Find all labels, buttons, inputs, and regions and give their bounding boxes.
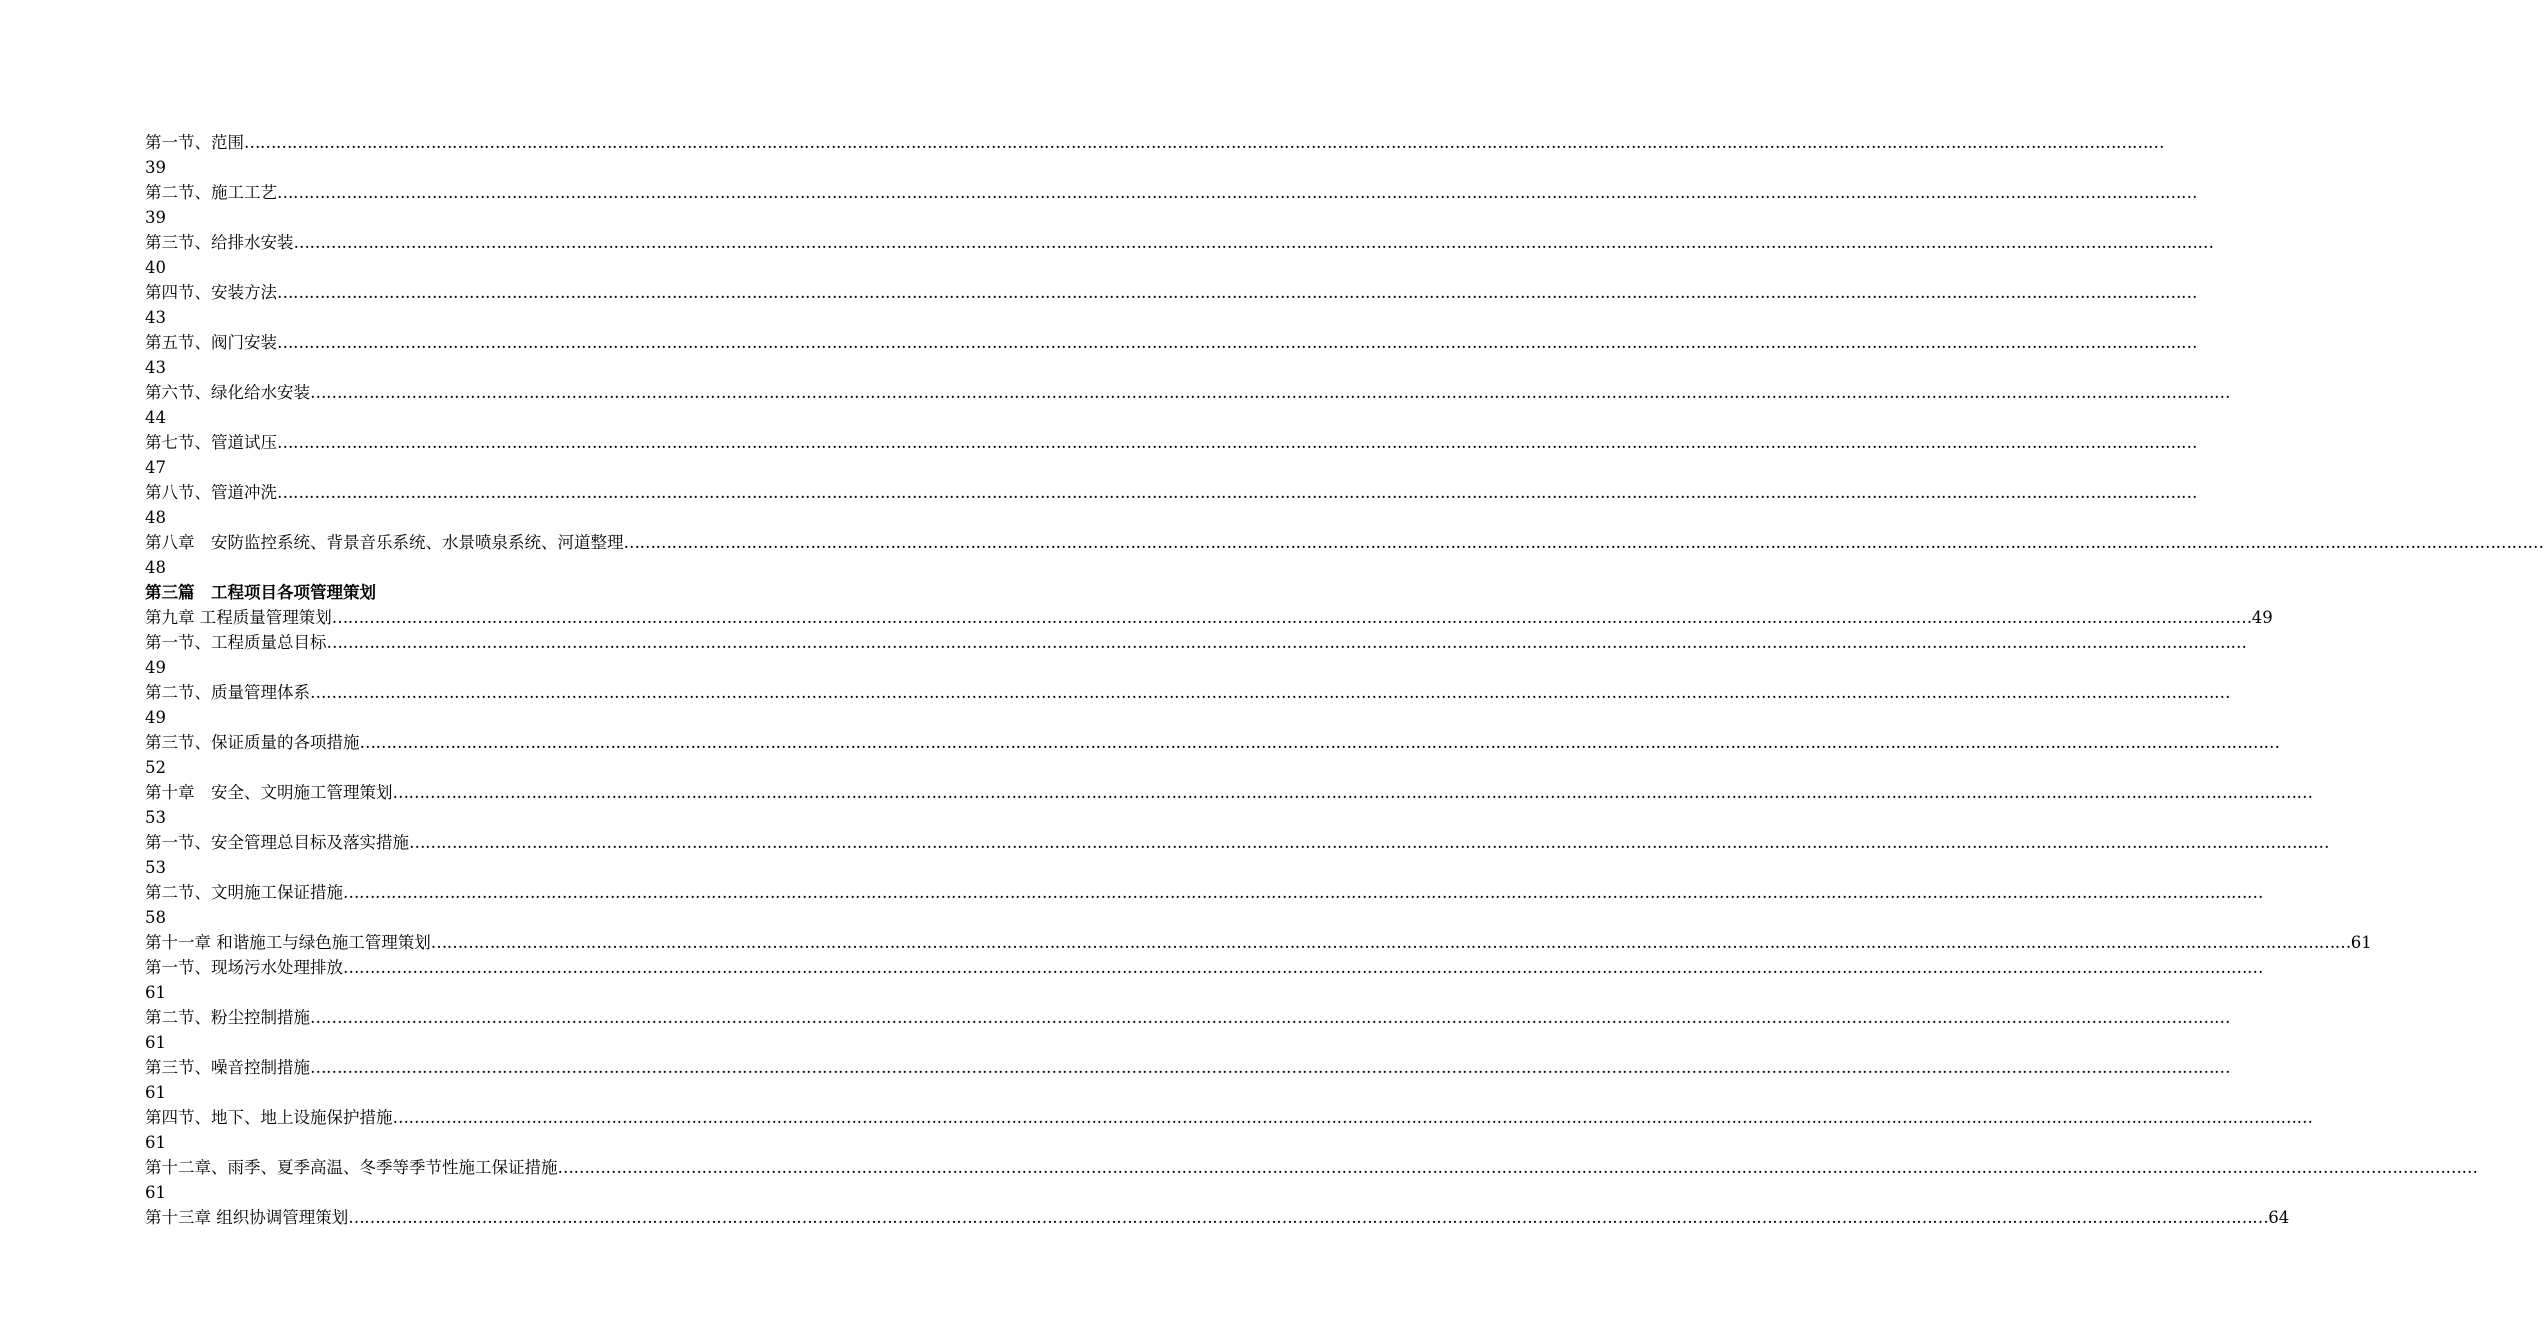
toc-page-number: 44 [145, 408, 166, 427]
toc-entry[interactable] [145, 780, 2313, 805]
toc-page-number: 49 [2251, 608, 2273, 627]
toc-leader-dots: ……………………………………………………………………………………………………………………………………………………………………………………………………………………………………………………………………………………………………………………………… [310, 683, 2230, 702]
toc-page-number: 64 [2268, 1208, 2290, 1227]
toc-entry-title: 第二节、质量管理体系 [145, 683, 310, 702]
toc-entry-title: 第二节、文明施工保证措施 [145, 883, 343, 902]
toc-entry[interactable] [145, 830, 2329, 855]
toc-leader-dots: ……………………………………………………………………………………………………………………………………………………………………………………………………………………………………………………………………………………………………………………………… [310, 1008, 2230, 1027]
toc-leader-dots: ……………………………………………………………………………………………………………………………………………………………………………………………………………………………………………………………………………………………………………………………… [343, 958, 2263, 977]
toc-page-number: 61 [145, 1133, 166, 1152]
toc-entry[interactable] [145, 130, 2164, 155]
toc-entry[interactable] [145, 730, 2280, 755]
toc-leader-dots: ……………………………………………………………………………………………………………………………………………………………………………………………………………………………………………………………………………………………………………………………… [277, 483, 2197, 502]
toc-entry-title: 第二节、粉尘控制措施 [145, 1008, 310, 1027]
toc-entry-title: 第十三章 组织协调管理策划 [145, 1208, 349, 1227]
toc-entry[interactable] [145, 280, 2197, 305]
toc-entry-title: 第一节、现场污水处理排放 [145, 958, 343, 977]
toc-entry-title: 第三节、给排水安装 [145, 233, 294, 252]
toc-entry[interactable] [145, 1105, 2313, 1130]
toc-entry-title: 第七节、管道试压 [145, 433, 277, 452]
toc-entry-title: 第二节、施工工艺 [145, 183, 277, 202]
toc-entry-title: 第四节、安装方法 [145, 283, 277, 302]
toc-leader-dots: ……………………………………………………………………………………………………………………………………………………………………………………………………………………………………………………………………………………………………………………………… [409, 833, 2329, 852]
toc-page-number: 53 [145, 808, 166, 827]
toc-page-number: 61 [2350, 933, 2372, 952]
toc-page-number: 43 [145, 308, 166, 327]
toc-leader-dots: ……………………………………………………………………………………………………………………………………………………………………………………………………………………………………………………………………………………………………………………………… [277, 183, 2197, 202]
toc-entry-title: 第三节、保证质量的各项措施 [145, 733, 360, 752]
toc-entry-title: 第一节、工程质量总目标 [145, 633, 327, 652]
toc-entry-title: 第十一章 和谐施工与绿色施工管理策划 [145, 933, 431, 952]
toc-leader-dots: ……………………………………………………………………………………………………………………………………………………………………………………………………………………………………………………………………………………………………………………………… [392, 783, 2313, 802]
toc-entry-title: 第十章 安全、文明施工管理策划 [145, 783, 393, 802]
toc-entry[interactable] [145, 180, 2197, 205]
toc-page-number: 48 [145, 558, 166, 577]
toc-page-number: 58 [145, 908, 166, 927]
toc-entry-title: 第一节、范围 [145, 133, 244, 152]
toc-leader-dots: ……………………………………………………………………………………………………………………………………………………………………………………………………………………………………………………………………………………………………………………………… [277, 433, 2197, 452]
toc-leader-dots: ……………………………………………………………………………………………………………………………………………………………………………………………………………………………………………………………………………………………………………………………… [348, 1208, 2269, 1227]
toc-page-number: 39 [145, 158, 166, 177]
toc-entry[interactable] [145, 630, 2247, 655]
toc-entry-title: 第八节、管道冲洗 [145, 483, 277, 502]
toc-entry[interactable] [145, 1055, 2230, 1080]
toc-entry[interactable] [145, 680, 2230, 705]
toc-part-heading: 第三篇 工程项目各项管理策划 [145, 583, 376, 602]
toc-page-number: 49 [145, 708, 166, 727]
toc-page-number: 61 [145, 983, 166, 1002]
toc-entry[interactable] [145, 930, 2372, 955]
toc-entry[interactable] [145, 1005, 2230, 1030]
toc-entry-title: 第一节、安全管理总目标及落实措施 [145, 833, 409, 852]
toc-leader-dots: ……………………………………………………………………………………………………………………………………………………………………………………………………………………………………………………………………………………………………………………………… [244, 133, 2164, 152]
toc-page-number: 61 [145, 1083, 166, 1102]
toc-entry[interactable] [145, 480, 2197, 505]
toc-page-number: 49 [145, 658, 166, 677]
toc-entry[interactable] [145, 430, 2197, 455]
toc-entry[interactable] [145, 605, 2273, 630]
toc-leader-dots: ……………………………………………………………………………………………………………………………………………………………………………………………………………………………………………………………………………………………………………………………… [430, 933, 2351, 952]
toc-page-number: 53 [145, 858, 166, 877]
toc-leader-dots: ……………………………………………………………………………………………………………………………………………………………………………………………………………………………………………………………………………………………………………………………… [623, 533, 2544, 552]
toc-entry[interactable] [145, 380, 2230, 405]
toc-page-number: 61 [145, 1183, 166, 1202]
toc-entry-title: 第四节、地下、地上设施保护措施 [145, 1108, 393, 1127]
toc-page-number: 61 [145, 1033, 166, 1052]
toc-entry-title: 第五节、阀门安装 [145, 333, 277, 352]
toc-leader-dots: ……………………………………………………………………………………………………………………………………………………………………………………………………………………………………………………………………………………………………………………………… [331, 608, 2252, 627]
toc-entry[interactable] [145, 330, 2197, 355]
toc-page-number: 47 [145, 458, 166, 477]
toc-page-number: 39 [145, 208, 166, 227]
toc-entry[interactable] [145, 1205, 2290, 1230]
toc-entry-title: 第十二章、雨季、夏季高温、冬季等季节性施工保证措施 [145, 1158, 558, 1177]
toc-page-number: 52 [145, 758, 166, 777]
toc-entry[interactable] [145, 530, 2544, 555]
toc-entry[interactable] [145, 955, 2263, 980]
toc-entry[interactable] [145, 1155, 2478, 1180]
toc-entry[interactable] [145, 230, 2214, 255]
toc-leader-dots: ……………………………………………………………………………………………………………………………………………………………………………………………………………………………………………………………………………………………………………………………… [293, 233, 2214, 252]
toc-leader-dots: ……………………………………………………………………………………………………………………………………………………………………………………………………………………………………………………………………………………………………………………………… [343, 883, 2263, 902]
toc-leader-dots: ……………………………………………………………………………………………………………………………………………………………………………………………………………………………………………………………………………………………………………………………… [557, 1158, 2478, 1177]
toc-entry[interactable] [145, 880, 2263, 905]
toc-leader-dots: ……………………………………………………………………………………………………………………………………………………………………………………………………………………………………………………………………………………………………………………………… [277, 333, 2197, 352]
toc-entry-title: 第九章 工程质量管理策划 [145, 608, 332, 627]
toc-leader-dots: ……………………………………………………………………………………………………………………………………………………………………………………………………………………………………………………………………………………………………………………………… [310, 383, 2230, 402]
toc-entry-title: 第八章 安防监控系统、背景音乐系统、水景喷泉系统、河道整理 [145, 533, 624, 552]
table-of-contents [145, 130, 2544, 1230]
toc-page-number: 43 [145, 358, 166, 377]
toc-leader-dots: ……………………………………………………………………………………………………………………………………………………………………………………………………………………………………………………………………………………………………………………………… [310, 1058, 2230, 1077]
toc-leader-dots: ……………………………………………………………………………………………………………………………………………………………………………………………………………………………………………………………………………………………………………………………… [359, 733, 2280, 752]
toc-entry-title: 第六节、绿化给水安装 [145, 383, 310, 402]
toc-entry-title: 第三节、噪音控制措施 [145, 1058, 310, 1077]
toc-leader-dots: ……………………………………………………………………………………………………………………………………………………………………………………………………………………………………………………………………………………………………………………………… [277, 283, 2197, 302]
toc-page-number: 40 [145, 258, 166, 277]
toc-page-number: 48 [145, 508, 166, 527]
toc-leader-dots: ……………………………………………………………………………………………………………………………………………………………………………………………………………………………………………………………………………………………………………………………… [326, 633, 2247, 652]
toc-leader-dots: ……………………………………………………………………………………………………………………………………………………………………………………………………………………………………………………………………………………………………………………………… [392, 1108, 2313, 1127]
